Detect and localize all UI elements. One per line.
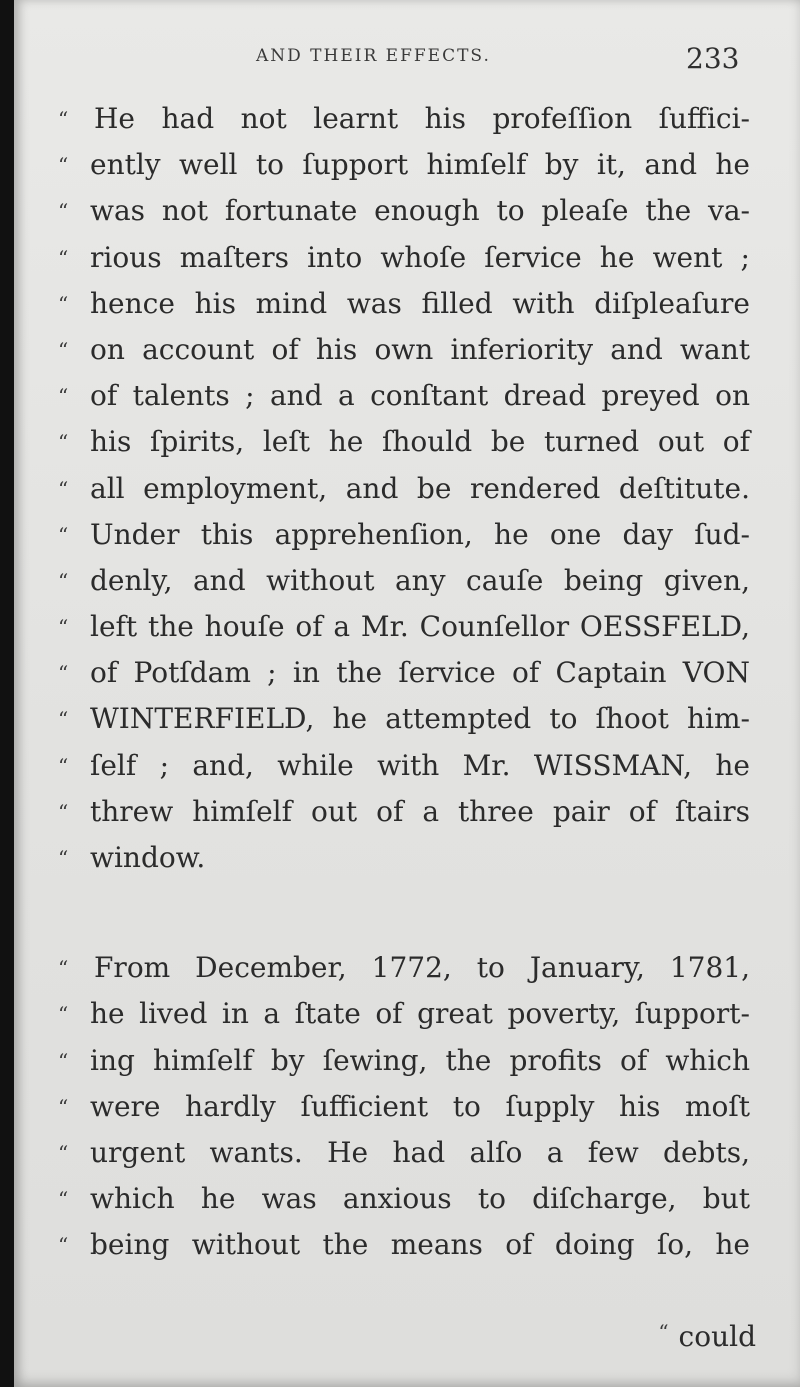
quote-mark: “ <box>58 337 69 362</box>
text-line: “ urgent wants. He had alſo a few debts, <box>58 1130 750 1176</box>
quote-mark: “ <box>58 430 69 455</box>
catchword-text: could <box>678 1320 756 1353</box>
quote-mark: “ <box>58 384 69 409</box>
book-page <box>14 0 800 1387</box>
text-line: “ ing himſelf by ſewing, the profits of which <box>58 1038 750 1084</box>
quote-mark: “ <box>58 1094 69 1119</box>
quote-mark: “ <box>58 107 69 131</box>
text-line: “ ſelf ; and, while with Mr. WISSMAN, he <box>58 743 750 789</box>
text-line: “ window. <box>58 835 750 881</box>
body-text <box>58 96 750 1269</box>
quote-mark: “ <box>58 568 69 593</box>
text-line: “ Under this apprehenſion, he one day ſud- <box>58 512 750 558</box>
running-head: AND THEIR EFFECTS. <box>256 46 491 66</box>
quote-mark: “ <box>58 753 69 778</box>
quote-mark: “ <box>58 661 69 686</box>
quote-mark: “ <box>58 615 69 640</box>
paragraph-gap <box>58 881 750 945</box>
quote-mark: “ <box>58 476 69 501</box>
text-line: “ were hardly ſufficient to ſupply his moſt <box>58 1084 750 1130</box>
quote-mark: “ <box>58 153 69 178</box>
quote-mark: “ <box>58 846 69 870</box>
text-line: “ being without the means of doing ſo, he <box>58 1222 750 1268</box>
text-line: “ of Potſdam ; in the ſervice of Captain VON <box>58 650 750 696</box>
quote-mark: “ <box>58 199 69 224</box>
page-number: 233 <box>686 42 740 75</box>
page-header <box>14 38 800 88</box>
text-line: “ all employment, and be rendered deſtitute. <box>58 466 750 512</box>
quote-mark: “ <box>58 956 69 981</box>
quote-mark: “ <box>658 1320 669 1344</box>
quote-mark: “ <box>58 1002 69 1027</box>
quote-mark: “ <box>58 1233 69 1258</box>
text-line: “ denly, and without any cauſe being given, <box>58 558 750 604</box>
catchword <box>658 1320 756 1353</box>
text-line: “ of talents ; and a conſtant dread preyed on <box>58 373 750 419</box>
text-line: “ He had not learnt his profeſſion ſuffici- <box>58 96 750 142</box>
text-line: “ which he was anxious to diſcharge, but <box>58 1176 750 1222</box>
text-line: “ his ſpirits, leſt he ſhould be turned out of <box>58 419 750 465</box>
quote-mark: “ <box>58 291 69 316</box>
text-line: “ on account of his own inferiority and want <box>58 327 750 373</box>
text-line: “ was not fortunate enough to pleaſe the va- <box>58 188 750 234</box>
quote-mark: “ <box>58 522 69 547</box>
text-line: “ hence his mind was filled with diſpleaſure <box>58 281 750 327</box>
quote-mark: “ <box>58 1187 69 1212</box>
text-line: “ WINTERFIELD, he attempted to ſhoot him- <box>58 696 750 742</box>
text-line: “ threw himſelf out of a three pair of ſtairs <box>58 789 750 835</box>
text-line: “ ently well to ſupport himſelf by it, and he <box>58 142 750 188</box>
text-line: “ he lived in a ſtate of great poverty, ſupport- <box>58 991 750 1037</box>
text-line: “ rious maſters into whoſe ſervice he went ; <box>58 235 750 281</box>
quote-mark: “ <box>58 245 69 270</box>
quote-mark: “ <box>58 707 69 732</box>
quote-mark: “ <box>58 1140 69 1165</box>
quote-mark: “ <box>58 1048 69 1073</box>
text-line: “ From December, 1772, to January, 1781, <box>58 945 750 991</box>
quote-mark: “ <box>58 799 69 824</box>
text-line: “ left the houſe of a Mr. Counſellor OESSFELD, <box>58 604 750 650</box>
